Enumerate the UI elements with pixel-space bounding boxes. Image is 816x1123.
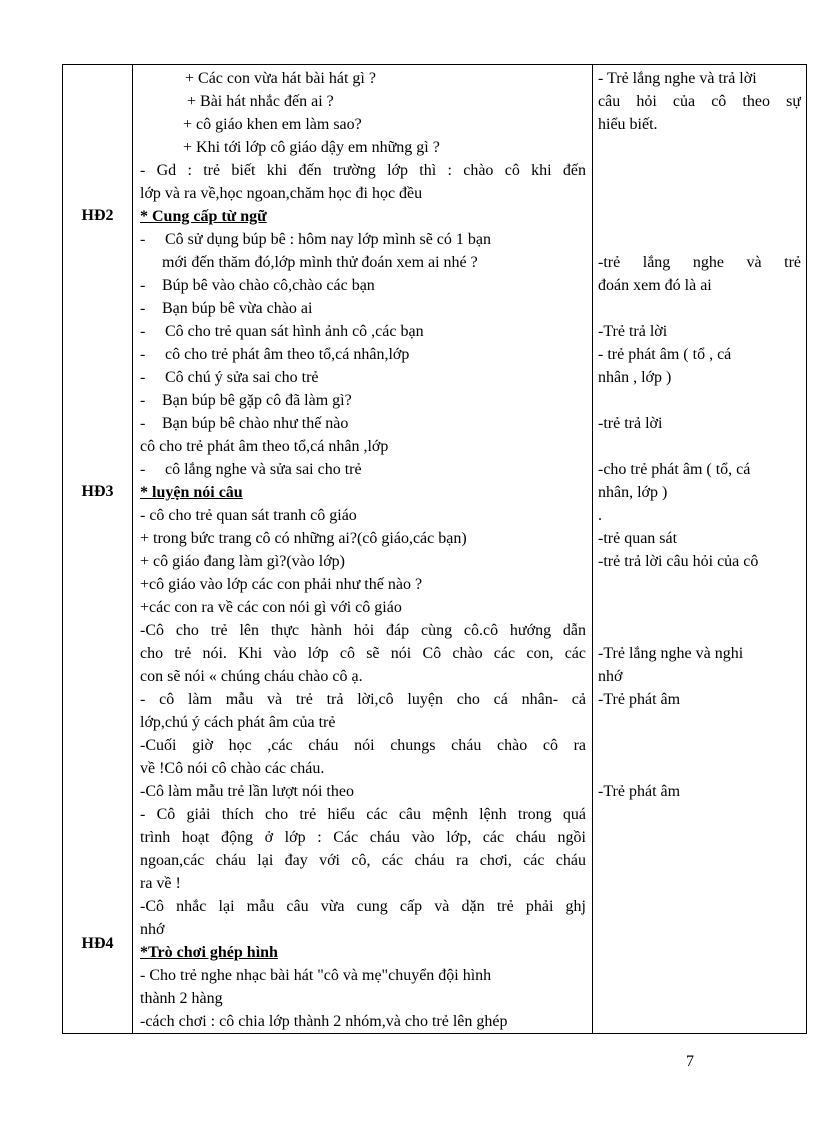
text-line: mới đến thăm đó,lớp mình thử đoán xem ai nhé ? bbox=[162, 254, 478, 271]
text-line: - Cho trẻ nghe nhạc bài hát "cô và mẹ"chuyển đội hình bbox=[140, 967, 492, 984]
list-item bbox=[140, 228, 586, 251]
list-item bbox=[140, 389, 586, 412]
teacher-activity-column bbox=[133, 65, 593, 1034]
list-item-text: Bạn búp bê chào như thế nào bbox=[162, 415, 349, 432]
step-label-hd2: HĐ2 bbox=[81, 207, 114, 224]
text-line: câu hỏi của cô theo sự bbox=[598, 93, 801, 110]
text-line: - cô làm mẫu và trẻ trả lời,cô luyện cho cá nhân- cả bbox=[140, 691, 586, 708]
text-line: lớp,chú ý cách phát âm của trẻ bbox=[140, 714, 336, 731]
question-line: + Bài hát nhắc đến ai ? bbox=[187, 93, 334, 110]
section-heading-vocabulary: * Cung cấp từ ngữ bbox=[140, 208, 267, 225]
text-line: con sẽ nói « chúng cháu chào cô ạ. bbox=[140, 668, 363, 685]
question-line: + Các con vừa hát bài hát gì ? bbox=[185, 70, 376, 87]
text-line: thành 2 hàng bbox=[140, 990, 223, 1007]
bullet-dash: - bbox=[140, 300, 146, 317]
list-item bbox=[140, 320, 586, 343]
text-line: đoán xem đó là ai bbox=[598, 277, 712, 294]
text-line: -trẻ lắng nghe và trẻ bbox=[598, 254, 801, 271]
bullet-dash: - bbox=[140, 461, 146, 478]
text-line: -cách chơi : cô chia lớp thành 2 nhóm,và cho trẻ lên ghép bbox=[140, 1013, 508, 1030]
section-heading-game: *Trò chơi ghép hình bbox=[140, 944, 278, 961]
text-line: nhân, lớp ) bbox=[598, 484, 668, 501]
list-item-text: Búp bê vào chào cô,chào các bạn bbox=[162, 277, 375, 294]
text-line: ra về ! bbox=[140, 875, 181, 892]
text-line: -trẻ trả lời câu hỏi của cô bbox=[598, 553, 759, 570]
text-line: -Trẻ phát âm bbox=[598, 691, 681, 708]
lesson-plan-table bbox=[62, 64, 807, 1034]
page-number: 7 bbox=[686, 1053, 694, 1070]
bullet-dash: - bbox=[140, 415, 146, 432]
table-row bbox=[63, 65, 807, 1034]
section-heading-speaking: * luyện nói câu bbox=[140, 484, 243, 501]
text-line: -trẻ quan sát bbox=[598, 530, 678, 547]
list-item bbox=[140, 412, 586, 435]
text-line: -Trẻ lắng nghe và nghi bbox=[598, 645, 744, 662]
bullet-dash: - bbox=[140, 323, 146, 340]
bullet-dash: - bbox=[140, 231, 146, 248]
list-item-text: cô lắng nghe và sửa sai cho trẻ bbox=[165, 461, 362, 478]
list-item-text: Cô cho trẻ quan sát hình ảnh cô ,các bạn bbox=[165, 323, 424, 340]
list-item-text: cô cho trẻ phát âm theo tổ,cá nhân,lớp bbox=[165, 346, 410, 363]
bullet-dash: - bbox=[140, 369, 146, 386]
text-line: - Cô giải thích cho trẻ hiểu các câu mệnh lệnh trong quá bbox=[140, 806, 586, 823]
text-line: lớp và ra về,học ngoan,chăm học đi học đều bbox=[140, 185, 423, 202]
text-line: cho trẻ nói. Khi vào lớp cô sẽ nói Cô chào các con, các bbox=[140, 645, 586, 662]
child-activity-column bbox=[593, 65, 807, 1034]
text-line: -Cô cho trẻ lên thực hành hỏi đáp cùng cô.cô hướng dẫn bbox=[140, 622, 586, 639]
text-line: -Trẻ phát âm bbox=[598, 783, 681, 800]
text-line: +các con ra về các con nói gì với cô giáo bbox=[140, 599, 402, 616]
text-line: trình hoạt động ở lớp : Các cháu vào lớp, các cháu ngồi bbox=[140, 829, 586, 846]
step-label-hd4: HĐ4 bbox=[81, 935, 114, 952]
list-item bbox=[140, 297, 586, 320]
text-line: - trẻ phát âm ( tổ , cá bbox=[598, 346, 732, 363]
list-item-text: Bạn búp bê gặp cô đã làm gì? bbox=[162, 392, 352, 409]
text-line: -trẻ trả lời bbox=[598, 415, 663, 432]
text-line: hiểu biết. bbox=[598, 116, 658, 133]
bullet-dash: - bbox=[140, 392, 146, 409]
text-line: ngoan,các cháu lại đay với cô, các cháu ra chơi, các cháu bbox=[140, 852, 586, 869]
text-line: -Trẻ trả lời bbox=[598, 323, 668, 340]
text-line: về !Cô nói cô chào các cháu. bbox=[140, 760, 325, 777]
text-line: - Trẻ lắng nghe và trả lời bbox=[598, 70, 757, 87]
text-line: . bbox=[598, 507, 602, 524]
text-line: -cho trẻ phát âm ( tổ, cá bbox=[598, 461, 751, 478]
text-line: - Gd : trẻ biết khi đến trường lớp thì : chào cô khi đến bbox=[140, 162, 586, 179]
list-item bbox=[140, 366, 586, 389]
bullet-dash: - bbox=[140, 277, 146, 294]
text-line: nhớ bbox=[598, 668, 623, 685]
text-line: - cô cho trẻ quan sát tranh cô giáo bbox=[140, 507, 357, 524]
text-line: cô cho trẻ phát âm theo tổ,cá nhân ,lớp bbox=[140, 438, 389, 455]
bullet-dash: - bbox=[140, 346, 146, 363]
list-item bbox=[140, 458, 586, 481]
text-line: + trong bức trang cô có những ai?(cô giáo,các bạn) bbox=[140, 530, 467, 547]
list-item-text: Cô sử dụng búp bê : hôm nay lớp mình sẽ có 1 bạn bbox=[165, 231, 491, 248]
list-item bbox=[140, 274, 586, 297]
step-label-hd3: HĐ3 bbox=[81, 483, 114, 500]
text-line: -Cô làm mẫu trẻ lần lượt nói theo bbox=[140, 783, 354, 800]
list-item-text: Cô chú ý sửa sai cho trẻ bbox=[165, 369, 319, 386]
step-column bbox=[63, 65, 133, 1034]
text-line: nhân , lớp ) bbox=[598, 369, 672, 386]
text-line: +cô giáo vào lớp các con phải như thế nào ? bbox=[140, 576, 423, 593]
text-line: + cô giáo đang làm gì?(vào lớp) bbox=[140, 553, 345, 570]
text-line: -Cuối giờ học ,các cháu nói chungs cháu chào cô ra bbox=[140, 737, 586, 754]
list-item-text: Bạn búp bê vừa chào ai bbox=[162, 300, 313, 317]
list-item bbox=[140, 343, 586, 366]
text-line: -Cô nhắc lại mẫu câu vừa cung cấp và dặn trẻ phải ghj bbox=[140, 898, 586, 915]
question-line: + cô giáo khen em làm sao? bbox=[183, 116, 362, 133]
question-line: + Khi tới lớp cô giáo dậy em những gì ? bbox=[183, 139, 440, 156]
text-line: nhớ bbox=[140, 921, 165, 938]
